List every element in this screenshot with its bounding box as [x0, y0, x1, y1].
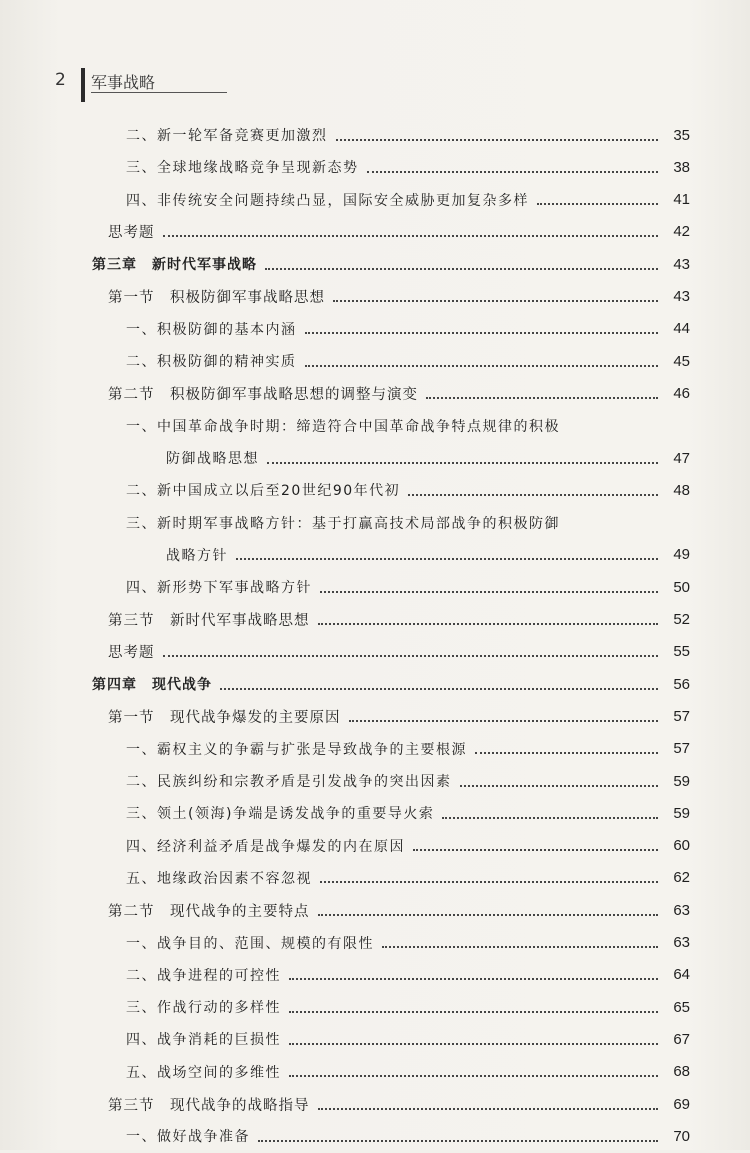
toc-entry-title: 二、战争进程的可控性 [126, 967, 281, 984]
toc-leader-dots [475, 751, 658, 754]
toc-entry-title: 战略方针 [166, 547, 228, 564]
toc-entry [126, 344, 690, 378]
toc-entry [126, 409, 690, 443]
toc-entry-page: 59 [673, 804, 690, 822]
toc-entry-page: 65 [673, 998, 690, 1016]
toc-leader-dots [220, 687, 658, 690]
toc-entry-page: 49 [673, 546, 690, 564]
toc-leader-dots [333, 299, 658, 302]
toc-entry [108, 893, 690, 927]
toc-entry [92, 667, 690, 701]
toc-entry-page: 43 [673, 255, 690, 273]
toc-entry-title: 三、新时期军事战略方针：基于打赢高技术局部战争的积极防御 [126, 515, 560, 532]
toc-leader-dots [408, 493, 658, 496]
toc-entry [108, 635, 690, 669]
toc-entry [126, 861, 690, 895]
toc-leader-dots [289, 977, 658, 980]
toc-entry-page: 63 [673, 901, 690, 919]
toc-leader-dots [267, 461, 658, 464]
toc-entry-page: 67 [673, 1030, 690, 1048]
toc-leader-dots [426, 396, 658, 399]
toc-entry-title: 第一节 积极防御军事战略思想 [108, 290, 325, 306]
toc-entry-title: 防御战略思想 [166, 451, 259, 467]
toc-entry-title: 二、积极防御的精神实质 [126, 354, 297, 371]
toc-entry-page: 48 [673, 481, 690, 499]
toc-leader-dots [289, 1074, 658, 1077]
toc-leader-dots [367, 170, 659, 173]
toc-entry-page: 56 [673, 675, 690, 693]
page-number: 2 [55, 70, 66, 90]
toc-leader-dots [163, 234, 659, 237]
toc-entry [126, 312, 690, 346]
toc-entry-title: 一、霸权主义的争霸与扩张是导致战争的主要根源 [126, 741, 467, 758]
toc-leader-dots [320, 590, 658, 593]
toc-entry-page: 50 [673, 578, 690, 596]
toc-entry-page: 69 [673, 1095, 690, 1113]
toc-entry-page: 47 [673, 449, 690, 467]
toc-entry-page: 44 [673, 320, 690, 338]
toc-entry-page: 41 [673, 191, 690, 209]
toc-entry-title: 第三章 新时代军事战略 [92, 257, 257, 274]
toc-entry [108, 1087, 690, 1121]
toc-leader-dots [163, 654, 659, 657]
toc-entry-page: 60 [673, 837, 690, 855]
toc-leader-dots [336, 138, 659, 141]
toc-entry [126, 570, 690, 604]
toc-entry [126, 796, 690, 830]
toc-entry [126, 118, 690, 152]
toc-entry [126, 732, 690, 766]
toc-entry-title: 第四章 现代战争 [92, 677, 212, 694]
toc-leader-dots [289, 1010, 658, 1013]
toc-entry-title: 二、新中国成立以后至20世纪90年代初 [126, 483, 401, 500]
toc-entry-title: 思考题 [108, 225, 155, 242]
toc-entry [126, 183, 690, 217]
toc-entry-page: 57 [673, 740, 690, 758]
toc-entry-title: 第三节 新时代军事战略思想 [108, 613, 310, 629]
toc-entry [126, 764, 690, 798]
toc-entry-page: 57 [673, 707, 690, 725]
toc-entry-title: 五、战场空间的多维性 [126, 1064, 281, 1081]
toc-entry-title: 三、领土(领海)争端是诱发战争的重要导火索 [126, 806, 435, 823]
page-header [55, 64, 255, 104]
header-divider-bar [81, 68, 85, 102]
book-title: 军事战略 [91, 73, 156, 92]
toc-entry [108, 603, 690, 637]
toc-entry-title: 第二节 积极防御军事战略思想的调整与演变 [108, 386, 418, 403]
toc-entry-page: 63 [673, 934, 690, 951]
toc-entry-title: 第三节 现代战争的战略指导 [108, 1097, 310, 1114]
toc-entry-title: 二、新一轮军备竞赛更加激烈 [126, 128, 328, 144]
toc-leader-dots [318, 622, 659, 625]
toc-entry-title: 三、作战行动的多样性 [126, 1000, 281, 1017]
toc-entry [126, 150, 690, 184]
toc-entry-title: 思考题 [108, 645, 155, 662]
toc-entry-page: 70 [673, 1127, 690, 1145]
toc-entry-title: 一、中国革命战争时期：缔造符合中国革命战争特点规律的积极 [126, 418, 560, 435]
toc-entry-title: 一、积极防御的基本内涵 [126, 321, 297, 338]
toc-entry-title: 四、非传统安全问题持续凸显，国际安全威胁更加复杂多样 [126, 192, 529, 209]
toc-entry [126, 958, 690, 992]
toc-entry [126, 1022, 690, 1056]
header-underline [91, 92, 227, 93]
toc-entry [126, 1119, 690, 1153]
toc-entry-title: 第一节 现代战争爆发的主要原因 [108, 709, 341, 726]
toc-entry-title: 一、做好战争准备 [126, 1129, 250, 1146]
toc-leader-dots [349, 719, 659, 722]
toc-leader-dots [382, 945, 658, 948]
toc-leader-dots [320, 880, 658, 883]
toc-entry-title: 四、新形势下军事战略方针 [126, 580, 312, 597]
toc-leader-dots [413, 848, 658, 851]
toc-entry [126, 473, 690, 507]
toc-entry-title: 二、民族纠纷和宗教矛盾是引发战争的突出因素 [126, 774, 452, 790]
toc-entry-page: 55 [673, 643, 690, 661]
toc-entry-title: 四、战争消耗的巨损性 [126, 1032, 281, 1049]
toc-entry [108, 280, 690, 314]
toc-leader-dots [460, 784, 659, 787]
toc-entry-page: 59 [673, 772, 690, 790]
toc-entry [92, 247, 690, 281]
toc-leader-dots [305, 364, 659, 367]
toc-entry-page: 62 [673, 869, 690, 887]
toc-entry [166, 441, 690, 475]
toc-entry-title: 四、经济利益矛盾是战争爆发的内在原因 [126, 838, 405, 855]
toc-entry-page: 35 [673, 126, 690, 144]
toc-entry-title: 第二节 现代战争的主要特点 [108, 903, 310, 920]
toc-entry [126, 506, 690, 540]
toc-entry [166, 538, 690, 572]
toc-entry [108, 215, 690, 249]
toc-entry-page: 52 [673, 611, 690, 628]
toc-leader-dots [258, 1139, 658, 1142]
toc-entry [126, 990, 690, 1024]
toc-leader-dots [318, 913, 659, 916]
toc-entry [126, 926, 690, 960]
toc-entry [108, 699, 690, 733]
toc-entry [126, 829, 690, 863]
toc-entry-page: 38 [673, 158, 690, 176]
toc-entry-title: 一、战争目的、范围、规模的有限性 [126, 935, 374, 952]
toc-entry-page: 68 [673, 1063, 690, 1081]
toc-entry-page: 64 [673, 966, 690, 984]
toc-entry [108, 376, 690, 410]
toc-leader-dots [289, 1042, 658, 1045]
toc-leader-dots [265, 267, 658, 270]
toc-entry-page: 45 [673, 352, 690, 370]
toc-entry-page: 46 [673, 384, 690, 402]
toc-leader-dots [537, 202, 658, 205]
toc-leader-dots [318, 1107, 659, 1110]
toc-entry-title: 五、地缘政治因素不容忽视 [126, 870, 312, 887]
toc-entry-title: 三、全球地缘战略竞争呈现新态势 [126, 160, 359, 177]
toc-entry-page: 42 [673, 223, 690, 241]
toc-leader-dots [236, 557, 658, 560]
toc-leader-dots [305, 331, 659, 334]
toc-leader-dots [442, 816, 658, 819]
toc-entry [126, 1055, 690, 1089]
toc-entry-page: 43 [673, 288, 690, 305]
